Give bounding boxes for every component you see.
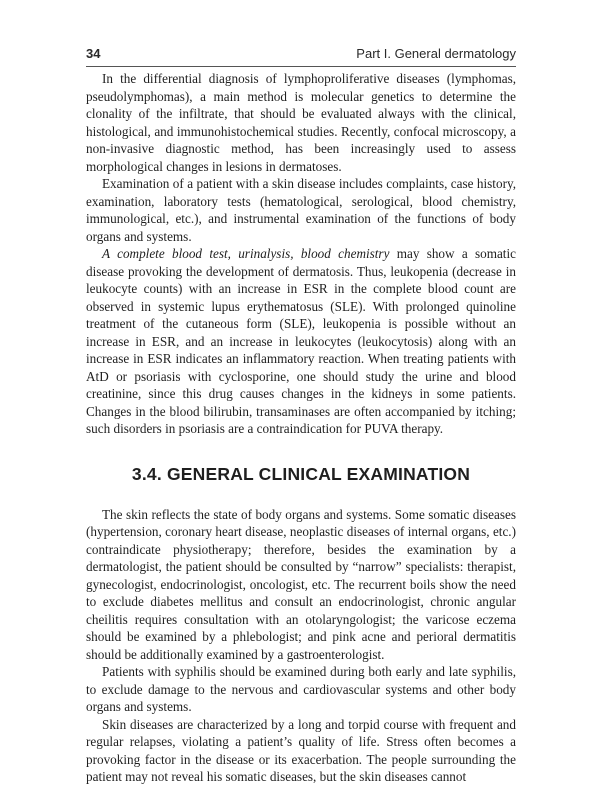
page-header [86,44,516,64]
lab-tests-italic-lead: A complete blood test, urinalysis, blood chemistry [102,246,390,261]
paragraph-molecular-genetics: In the differential diagnosis of lymphoproliferative diseases (lymphomas, pseudolymphomas), a main method is molecular genetics to determine the clonality of the infiltrate, that should be evaluated always with the clinical, histological, and immunohistochemical studies. Recently, confocal microscopy, a non-invasive diagnostic method, has been increasingly used to assess morphological changes in lesions in dermatoses. [86,71,516,174]
lab-tests-text: may show a somatic disease provoking the development of dermatosis. Thus, leukopenia (decrease in leukocyte counts) with an increase in ESR in the complete blood count are observed in systemic lupus erythematosus (SLE). With prolonged quinoline treatment of the cutaneous form (SLE), leukopenia is possible without an increase in ESR, and an increase in leukocytes (leukocytosis) along with an increase in ESR indicates an inflammatory reaction. When treating patients with AtD or psoriasis with cyclosporine, one should study the urine and blood creatinine, since this drug causes changes in the kidneys in some patients. Changes in the blood bilirubin, transaminases are often accompanied by itching; such disorders in psoriasis are a contraindication for PUVA therapy. [86,246,516,436]
paragraph-syphilis: Patients with syphilis should be examined during both early and late syphilis, to exclude damage to the nervous and cardiovascular systems and other body organs and systems. [86,664,516,714]
header-divider [86,66,516,67]
running-title: Part I. General dermatology [356,46,516,61]
paragraph-skin-reflects: The skin reflects the state of body organs and systems. Some somatic diseases (hypertension, coronary heart disease, neoplastic diseases of internal organs, etc.) contraindicate physiotherapy; therefore, besides the examination by a dermatologist, the patient should be consulted by “narrow” specialists: therapist, gynecologist, endocrinologist, oncologist, etc. The recurrent boils show the need to exclude diabetes mellitus and consult an endocrinologist, chronic angular cheilitis requires consultation with an otolaryngologist; the varicose eczema should be examined by a phlebologist; and pink acne and perioral dermatitis should be additionally examined by a gastroenterologist. [86,506,516,662]
paragraph-lab-tests [86,245,516,438]
page-body [86,70,516,786]
page-number: 34 [86,46,101,61]
section-heading: 3.4. GENERAL CLINICAL EXAMINATION [131,463,471,484]
paragraph-skin-diseases-course: Skin diseases are characterized by a long and torpid course with frequent and regular relapses, violating a patient’s quality of life. Stress often becomes a provoking factor in the disease or its exacerbation. The people surrounding the patient may not reveal his somatic diseases, but the skin diseases cannot [86,716,516,784]
paragraph-examination: Examination of a patient with a skin disease includes complaints, case history, examination, laboratory tests (hematological, serological, blood chemistry, immunological, etc.), and instrumental examination of the functions of body organs and systems. [86,176,516,244]
